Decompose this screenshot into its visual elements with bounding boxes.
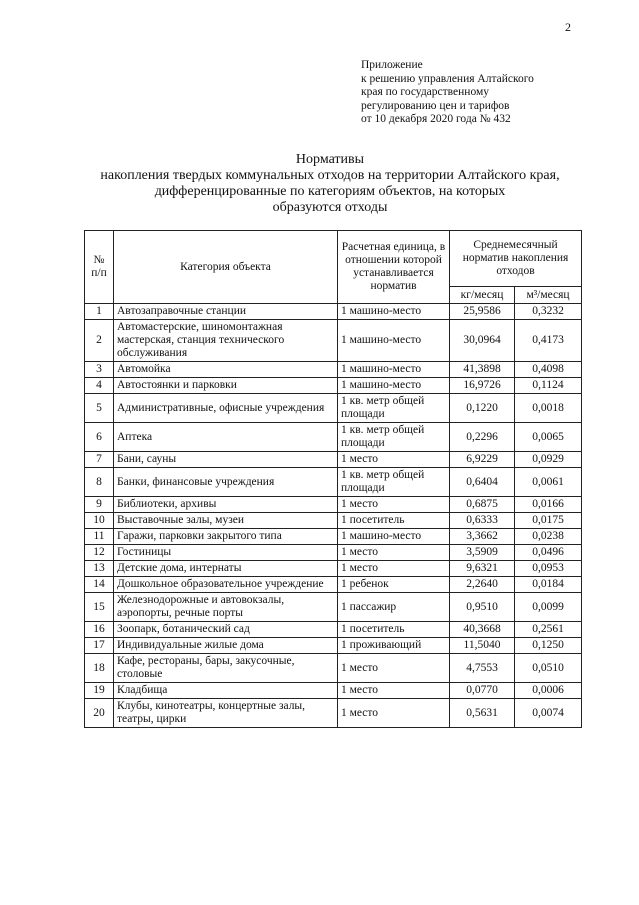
- row-m3-value: 0,0510: [515, 654, 582, 683]
- row-m3-value: 0,2561: [515, 622, 582, 638]
- row-m3-value: 0,0006: [515, 683, 582, 699]
- header-norm-group: Среднемесячный норматив накопления отходов: [450, 231, 582, 287]
- row-number: 12: [85, 545, 114, 561]
- row-kg-value: 11,5040: [450, 638, 515, 654]
- row-m3-value: 0,0166: [515, 497, 582, 513]
- table-row: [85, 497, 582, 513]
- row-category: Автомойка: [114, 362, 338, 378]
- appendix-line: к решению управления Алтайского: [361, 72, 534, 85]
- row-kg-value: 16,9726: [450, 378, 515, 394]
- row-category: Гостиницы: [114, 545, 338, 561]
- row-kg-value: 0,2296: [450, 423, 515, 452]
- row-category: Автомастерские, шиномонтажная мастерская, станция технического обслуживания: [114, 320, 338, 362]
- row-m3-value: 0,0074: [515, 699, 582, 728]
- row-kg-value: 0,5631: [450, 699, 515, 728]
- row-number: 1: [85, 304, 114, 320]
- row-kg-value: 4,7553: [450, 654, 515, 683]
- header-kg: кг/месяц: [450, 287, 515, 304]
- row-m3-value: 0,1250: [515, 638, 582, 654]
- row-m3-value: 0,0929: [515, 452, 582, 468]
- row-unit: 1 машино-место: [338, 529, 450, 545]
- row-m3-value: 0,1124: [515, 378, 582, 394]
- row-m3-value: 0,0099: [515, 593, 582, 622]
- row-unit: 1 место: [338, 561, 450, 577]
- row-kg-value: 0,9510: [450, 593, 515, 622]
- table-row: [85, 561, 582, 577]
- table-row: [85, 699, 582, 728]
- header-num: № п/п: [85, 231, 114, 304]
- row-kg-value: 25,9586: [450, 304, 515, 320]
- row-category: Детские дома, интернаты: [114, 561, 338, 577]
- row-number: 4: [85, 378, 114, 394]
- row-number: 15: [85, 593, 114, 622]
- table-row: [85, 362, 582, 378]
- table-row: [85, 529, 582, 545]
- table-row: [85, 394, 582, 423]
- table-row: [85, 452, 582, 468]
- row-unit: 1 машино-место: [338, 320, 450, 362]
- row-kg-value: 0,6404: [450, 468, 515, 497]
- row-m3-value: 0,0065: [515, 423, 582, 452]
- row-unit: 1 машино-место: [338, 362, 450, 378]
- table-row: [85, 378, 582, 394]
- row-kg-value: 30,0964: [450, 320, 515, 362]
- table-row: [85, 638, 582, 654]
- row-category: Гаражи, парковки закрытого типа: [114, 529, 338, 545]
- row-number: 14: [85, 577, 114, 593]
- norms-table: [84, 230, 582, 728]
- row-unit: 1 место: [338, 545, 450, 561]
- row-unit: 1 место: [338, 699, 450, 728]
- row-unit: 1 место: [338, 452, 450, 468]
- table-row: [85, 622, 582, 638]
- row-category: Зоопарк, ботанический сад: [114, 622, 338, 638]
- row-category: Банки, финансовые учреждения: [114, 468, 338, 497]
- row-m3-value: 0,0184: [515, 577, 582, 593]
- row-m3-value: 0,0238: [515, 529, 582, 545]
- row-unit: 1 машино-место: [338, 304, 450, 320]
- table-row: [85, 423, 582, 452]
- row-number: 16: [85, 622, 114, 638]
- row-kg-value: 0,6875: [450, 497, 515, 513]
- row-number: 2: [85, 320, 114, 362]
- row-category: Железнодорожные и автовокзалы, аэропорты, речные порты: [114, 593, 338, 622]
- row-unit: 1 проживающий: [338, 638, 450, 654]
- row-number: 19: [85, 683, 114, 699]
- row-kg-value: 0,6333: [450, 513, 515, 529]
- table-row: [85, 593, 582, 622]
- row-number: 5: [85, 394, 114, 423]
- row-unit: 1 кв. метр общей площади: [338, 394, 450, 423]
- row-number: 9: [85, 497, 114, 513]
- row-number: 10: [85, 513, 114, 529]
- appendix-line: Приложение: [361, 59, 423, 71]
- title-subtitle-line: образуются отходы: [272, 200, 388, 215]
- row-category: Аптека: [114, 423, 338, 452]
- row-kg-value: 0,1220: [450, 394, 515, 423]
- row-category: Автостоянки и парковки: [114, 378, 338, 394]
- row-m3-value: 0,0018: [515, 394, 582, 423]
- title-subtitle-line: накопления твердых коммунальных отходов на территории Алтайского края,: [100, 168, 560, 183]
- document-title: [40, 152, 620, 216]
- row-kg-value: 40,3668: [450, 622, 515, 638]
- row-unit: 1 посетитель: [338, 513, 450, 529]
- row-number: 17: [85, 638, 114, 654]
- row-unit: 1 кв. метр общей площади: [338, 468, 450, 497]
- row-unit: 1 посетитель: [338, 622, 450, 638]
- appendix-block: [361, 59, 534, 127]
- table-row: [85, 683, 582, 699]
- table-row: [85, 654, 582, 683]
- row-m3-value: 0,0953: [515, 561, 582, 577]
- row-kg-value: 41,3898: [450, 362, 515, 378]
- table-row: [85, 513, 582, 529]
- row-category: Библиотеки, архивы: [114, 497, 338, 513]
- row-number: 18: [85, 654, 114, 683]
- row-unit: 1 место: [338, 497, 450, 513]
- row-category: Дошкольное образовательное учреждение: [114, 577, 338, 593]
- row-category: Бани, сауны: [114, 452, 338, 468]
- row-number: 13: [85, 561, 114, 577]
- row-number: 7: [85, 452, 114, 468]
- title-subtitle-line: дифференцированные по категориям объектов, на которых: [154, 184, 506, 199]
- row-category: Индивидуальные жилые дома: [114, 638, 338, 654]
- row-unit: 1 место: [338, 683, 450, 699]
- row-category: Клубы, кинотеатры, концертные залы, театры, цирки: [114, 699, 338, 728]
- row-m3-value: 0,4098: [515, 362, 582, 378]
- table-row: [85, 468, 582, 497]
- table-row: [85, 320, 582, 362]
- row-number: 11: [85, 529, 114, 545]
- row-unit: 1 место: [338, 654, 450, 683]
- title-heading: Нормативы: [295, 152, 365, 167]
- row-number: 3: [85, 362, 114, 378]
- row-kg-value: 0,0770: [450, 683, 515, 699]
- appendix-line: края по государственному: [361, 86, 489, 98]
- row-number: 8: [85, 468, 114, 497]
- row-unit: 1 кв. метр общей площади: [338, 423, 450, 452]
- row-kg-value: 3,5909: [450, 545, 515, 561]
- row-unit: 1 ребенок: [338, 577, 450, 593]
- row-number: 6: [85, 423, 114, 452]
- row-kg-value: 3,3662: [450, 529, 515, 545]
- row-kg-value: 2,2640: [450, 577, 515, 593]
- row-category: Кладбища: [114, 683, 338, 699]
- row-m3-value: 0,0496: [515, 545, 582, 561]
- row-m3-value: 0,0175: [515, 513, 582, 529]
- header-m3: м³/месяц: [515, 287, 582, 304]
- row-m3-value: 0,0061: [515, 468, 582, 497]
- page-number: 2: [565, 20, 571, 34]
- row-number: 20: [85, 699, 114, 728]
- row-category: Административные, офисные учреждения: [114, 394, 338, 423]
- row-category: Автозаправочные станции: [114, 304, 338, 320]
- header-category: Категория объекта: [114, 231, 338, 304]
- appendix-line: регулированию цен и тарифов: [361, 99, 510, 112]
- table-row: [85, 304, 582, 320]
- header-unit: Расчетная единица, в отношении которой устанавливается норматив: [338, 231, 450, 304]
- appendix-line: от 10 декабря 2020 года № 432: [361, 113, 511, 125]
- row-category: Кафе, рестораны, бары, закусочные, столовые: [114, 654, 338, 683]
- row-m3-value: 0,4173: [515, 320, 582, 362]
- row-category: Выставочные залы, музеи: [114, 513, 338, 529]
- table-row: [85, 577, 582, 593]
- row-unit: 1 пассажир: [338, 593, 450, 622]
- table-row: [85, 545, 582, 561]
- row-m3-value: 0,3232: [515, 304, 582, 320]
- row-kg-value: 9,6321: [450, 561, 515, 577]
- row-unit: 1 машино-место: [338, 378, 450, 394]
- row-kg-value: 6,9229: [450, 452, 515, 468]
